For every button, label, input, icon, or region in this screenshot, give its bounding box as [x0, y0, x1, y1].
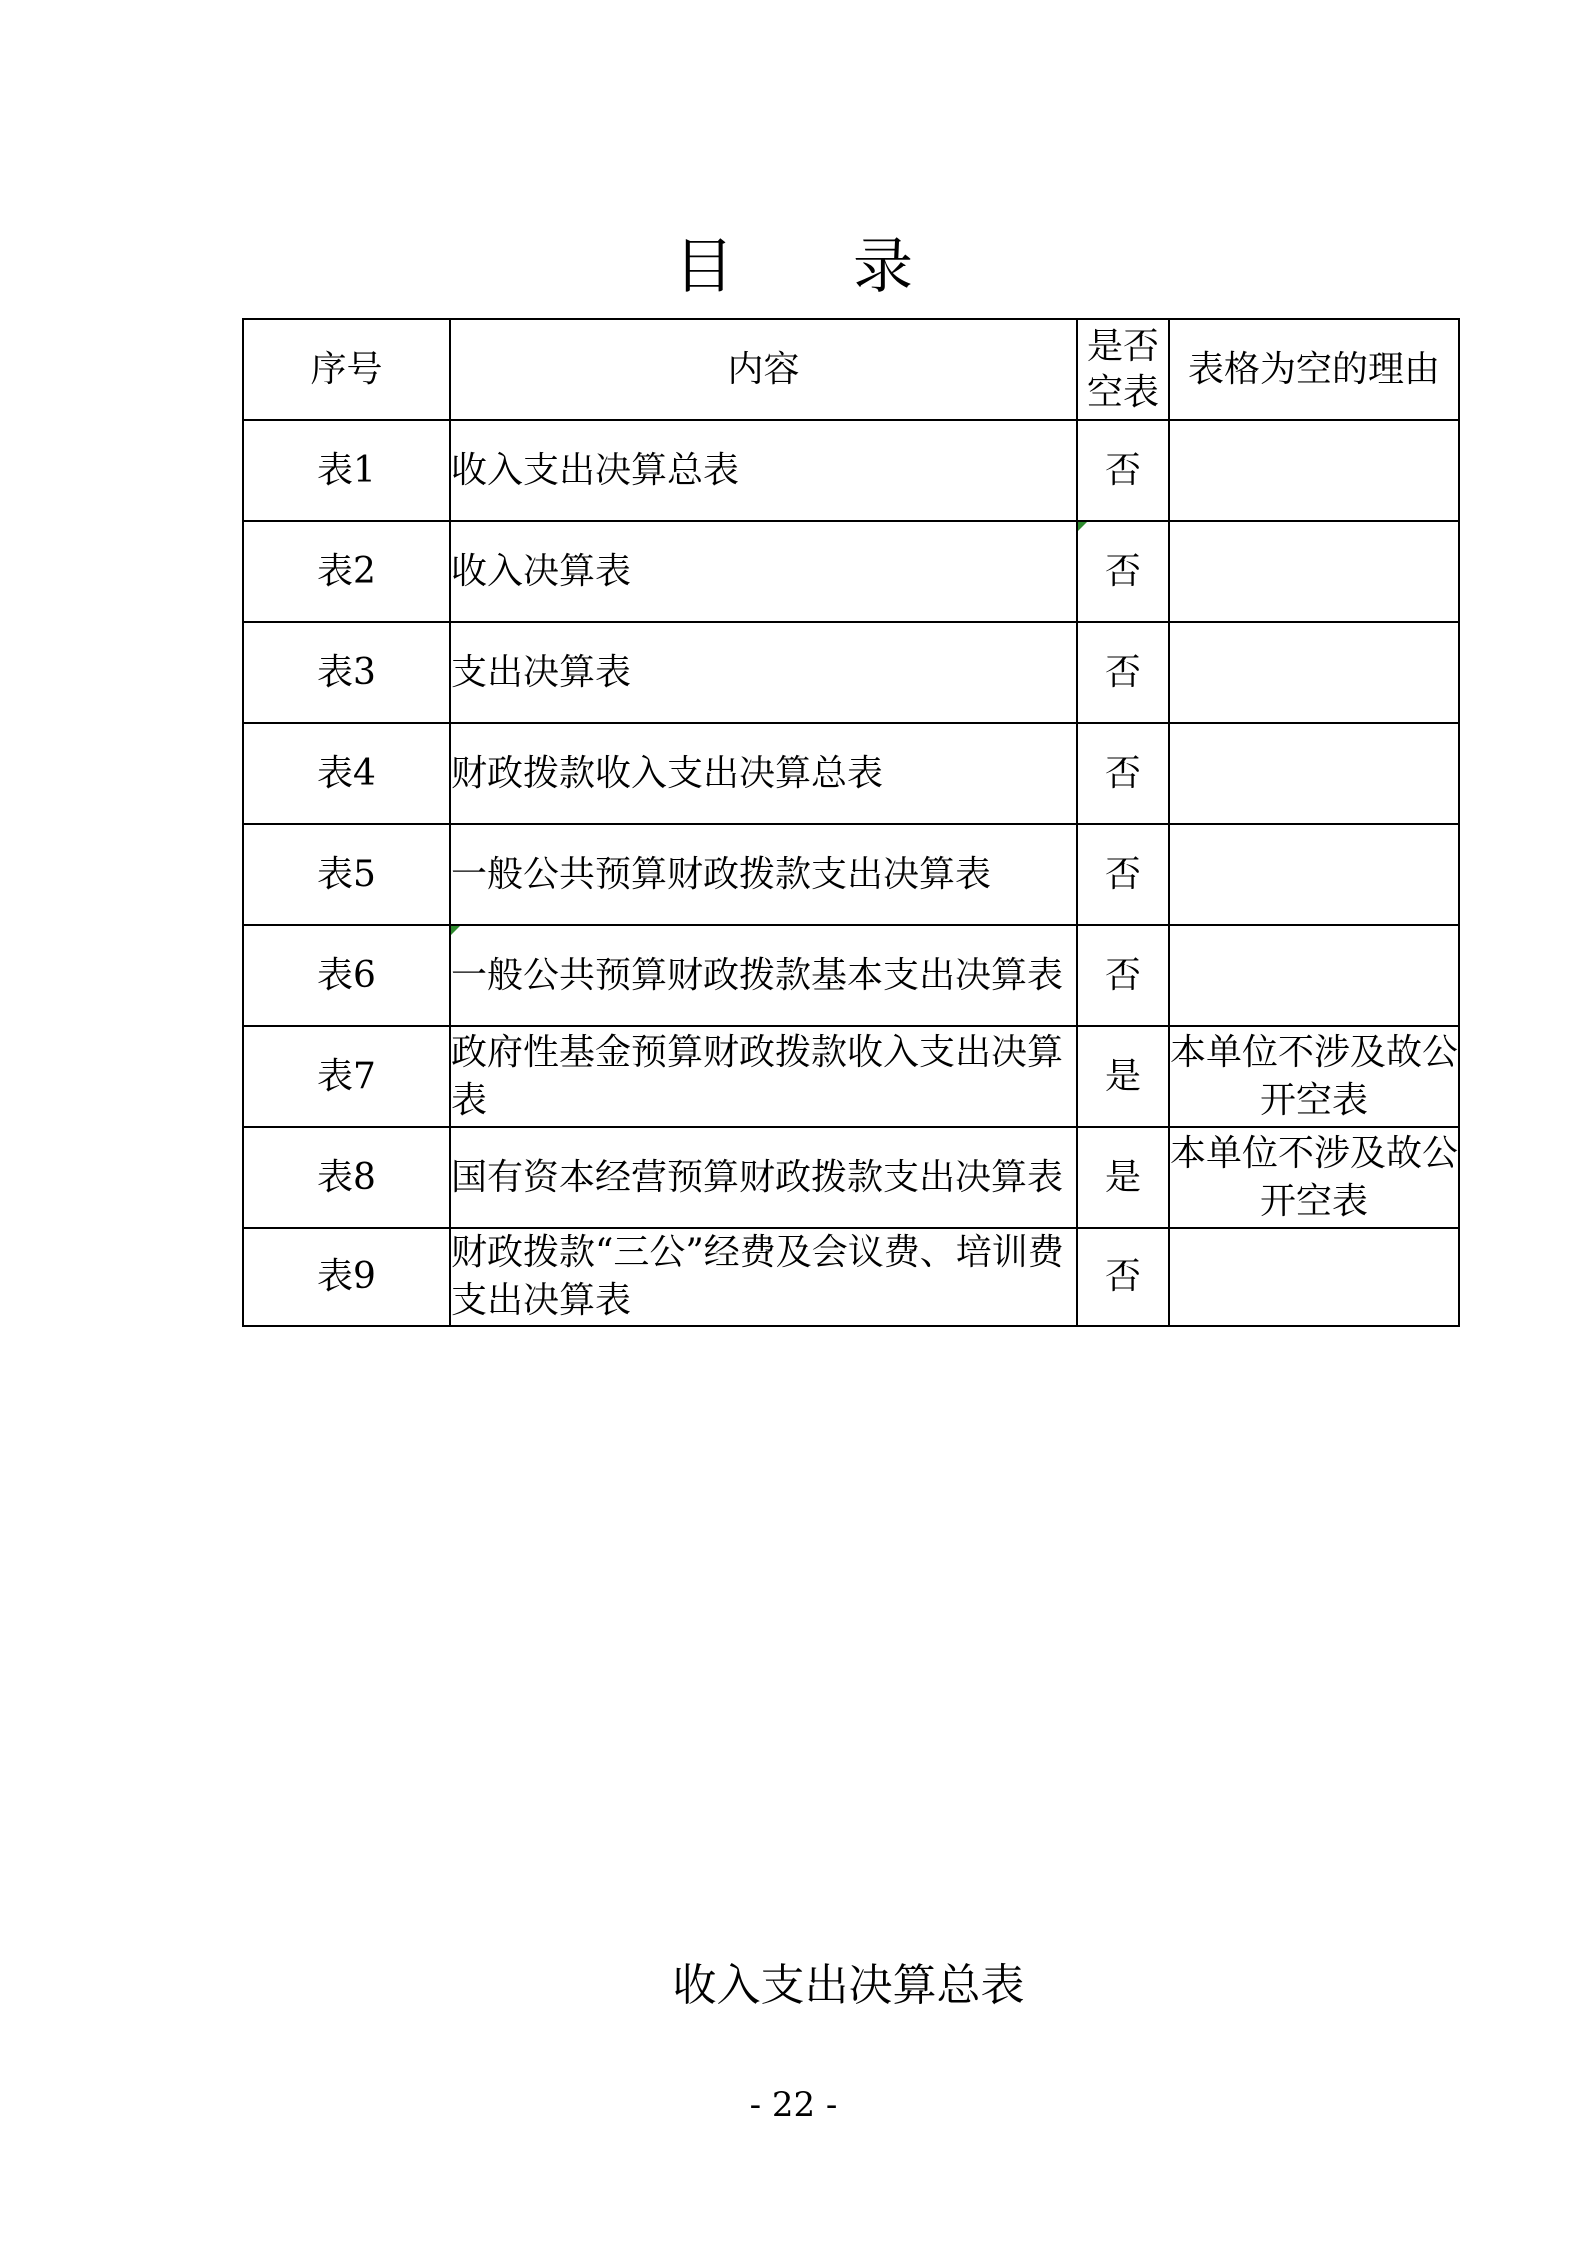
row-seq: 表6	[243, 925, 450, 1026]
row-is-empty: 否	[1077, 622, 1169, 723]
header-reason: 表格为空的理由	[1169, 319, 1459, 420]
row-content: 支出决算表	[450, 622, 1077, 723]
row-seq: 表4	[243, 723, 450, 824]
row-seq: 表5	[243, 824, 450, 925]
table-row	[243, 1228, 1459, 1326]
row-content: 财政拨款收入支出决算总表	[450, 723, 1077, 824]
row-is-empty: 否	[1104, 550, 1141, 592]
row-is-empty: 否	[1077, 420, 1169, 521]
row-reason	[1169, 622, 1459, 723]
row-content-cell	[450, 925, 1077, 1026]
row-is-empty: 是	[1077, 1026, 1169, 1127]
row-content: 一般公共预算财政拨款基本支出决算表	[451, 954, 1064, 996]
table-row	[243, 925, 1459, 1026]
row-reason	[1169, 420, 1459, 521]
page-title: 目 录	[673, 232, 964, 302]
header-is-empty-label: 是否空表	[1086, 325, 1159, 413]
row-content: 收入支出决算总表	[450, 420, 1077, 521]
row-reason: 本单位不涉及故公开空表	[1170, 1031, 1459, 1121]
row-reason	[1169, 925, 1459, 1026]
row-content: 财政拨款“三公”经费及会议费、培训费支出决算表	[451, 1232, 1064, 1321]
row-seq: 表9	[243, 1228, 450, 1326]
row-seq: 表2	[243, 521, 450, 622]
table-row	[243, 521, 1459, 622]
page-number: - 22 -	[749, 2085, 838, 2125]
toc-table	[242, 318, 1460, 1327]
row-is-empty-cell	[1077, 521, 1169, 622]
row-content-cell	[450, 1228, 1077, 1326]
row-is-empty: 否	[1077, 925, 1169, 1026]
header-is-empty	[1077, 319, 1169, 420]
header-seq: 序号	[243, 319, 450, 420]
row-seq: 表3	[243, 622, 450, 723]
table-header-row	[243, 319, 1459, 420]
row-content-cell	[450, 1127, 1077, 1228]
section-subtitle: 收入支出决算总表	[672, 1960, 1025, 2011]
row-reason	[1169, 824, 1459, 925]
row-is-empty: 否	[1077, 1228, 1169, 1326]
row-is-empty: 否	[1077, 824, 1169, 925]
row-content: 政府性基金预算财政拨款收入支出决算表	[451, 1031, 1064, 1121]
row-seq: 表7	[243, 1026, 450, 1127]
row-reason-cell	[1169, 1026, 1459, 1127]
row-content: 一般公共预算财政拨款支出决算表	[450, 824, 1077, 925]
table-row	[243, 723, 1459, 824]
row-is-empty: 否	[1077, 723, 1169, 824]
row-is-empty: 是	[1077, 1127, 1169, 1228]
row-content: 国有资本经营预算财政拨款支出决算表	[451, 1156, 1064, 1198]
table-row	[243, 1127, 1459, 1228]
table-row	[243, 420, 1459, 521]
row-content-cell	[450, 1026, 1077, 1127]
table-row	[243, 1026, 1459, 1127]
cell-comment-marker	[1078, 522, 1087, 531]
row-reason	[1169, 521, 1459, 622]
table-row	[243, 622, 1459, 723]
row-reason: 本单位不涉及故公开空表	[1170, 1132, 1459, 1222]
cell-comment-marker	[451, 926, 460, 935]
row-content: 收入决算表	[450, 521, 1077, 622]
row-reason	[1169, 723, 1459, 824]
row-seq: 表1	[243, 420, 450, 521]
row-seq: 表8	[243, 1127, 450, 1228]
header-content: 内容	[450, 319, 1077, 420]
row-reason	[1169, 1228, 1459, 1326]
table-row	[243, 824, 1459, 925]
row-reason-cell	[1169, 1127, 1459, 1228]
